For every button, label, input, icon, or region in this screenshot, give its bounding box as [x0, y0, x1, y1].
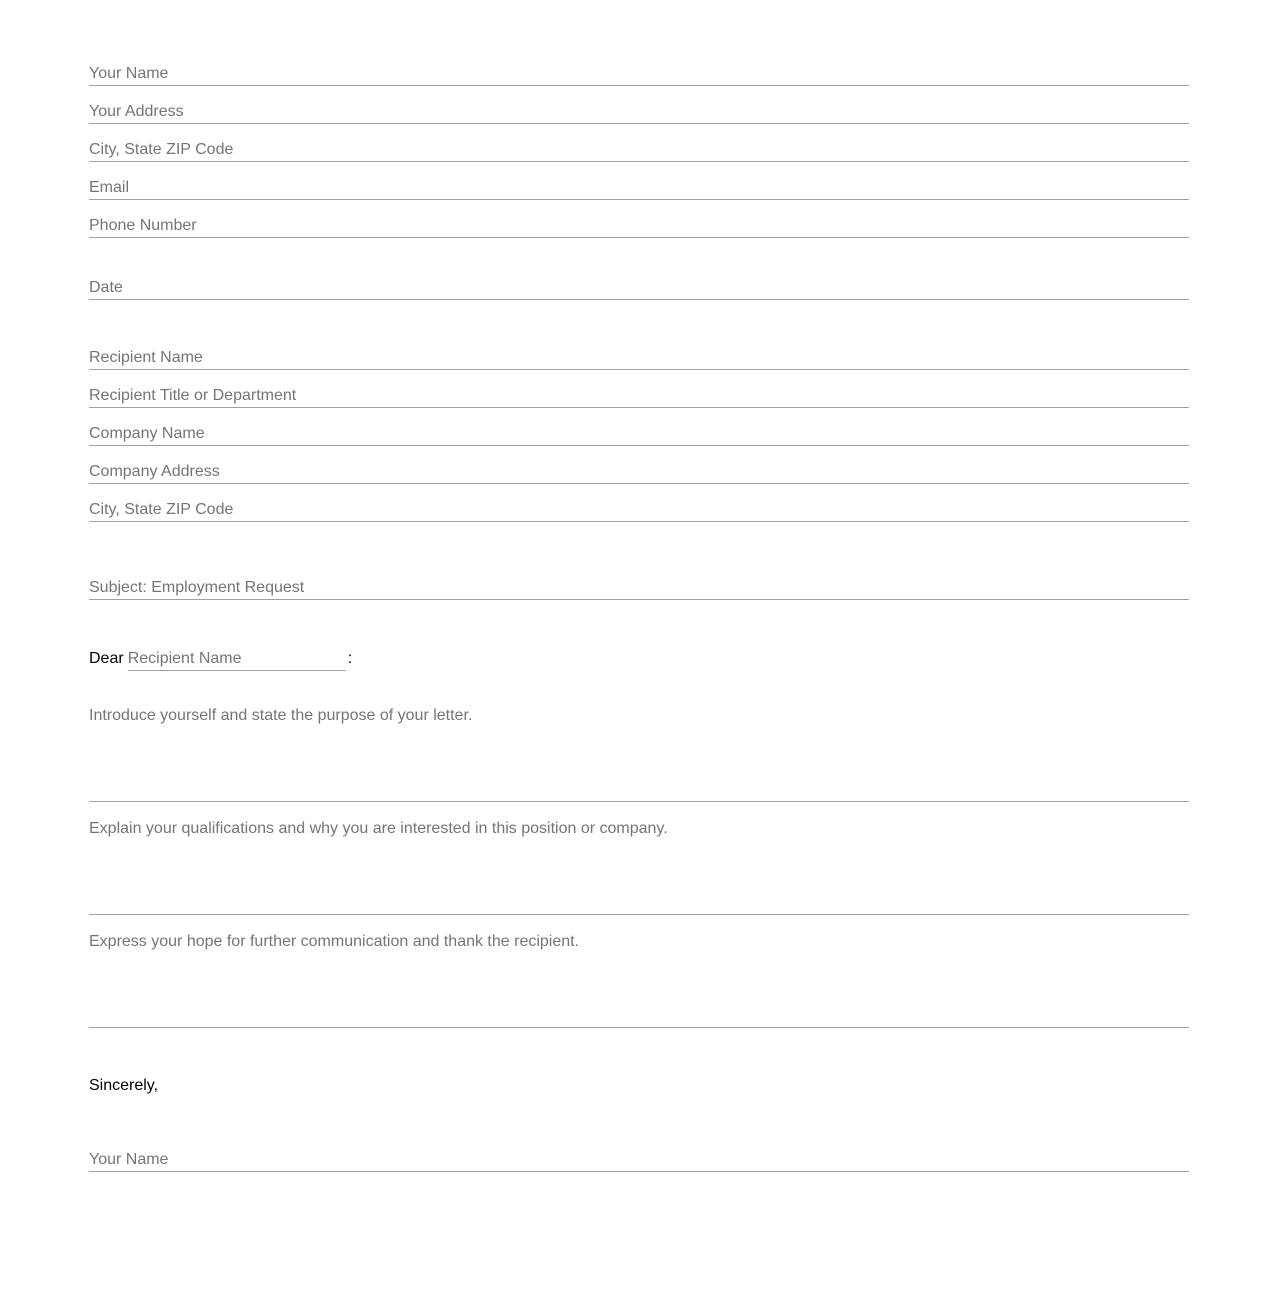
- company-city-state-zip-input[interactable]: [89, 499, 1189, 522]
- qualifications-paragraph-textarea[interactable]: [89, 819, 1189, 915]
- company-name-input[interactable]: [89, 423, 1189, 446]
- salutation-colon: :: [347, 650, 353, 667]
- intro-paragraph-textarea[interactable]: [89, 706, 1189, 802]
- recipient-name-input[interactable]: [89, 347, 1189, 370]
- subject-input[interactable]: [89, 577, 1189, 600]
- sender-email-input[interactable]: [89, 177, 1189, 200]
- sender-phone-input[interactable]: [89, 215, 1189, 238]
- sender-name-input[interactable]: [89, 63, 1189, 86]
- sender-address-input[interactable]: [89, 101, 1189, 124]
- signature-name-input[interactable]: [89, 1149, 1189, 1172]
- closing-paragraph-textarea[interactable]: [89, 932, 1189, 1028]
- sign-off-text: Sincerely,: [89, 1077, 159, 1094]
- salutation-word: Dear: [89, 650, 124, 667]
- sender-city-state-zip-input[interactable]: [89, 139, 1189, 162]
- recipient-title-input[interactable]: [89, 385, 1189, 408]
- company-address-input[interactable]: [89, 461, 1189, 484]
- date-input[interactable]: [89, 277, 1189, 300]
- salutation-line: [89, 647, 352, 671]
- salutation-recipient-input[interactable]: [128, 648, 346, 671]
